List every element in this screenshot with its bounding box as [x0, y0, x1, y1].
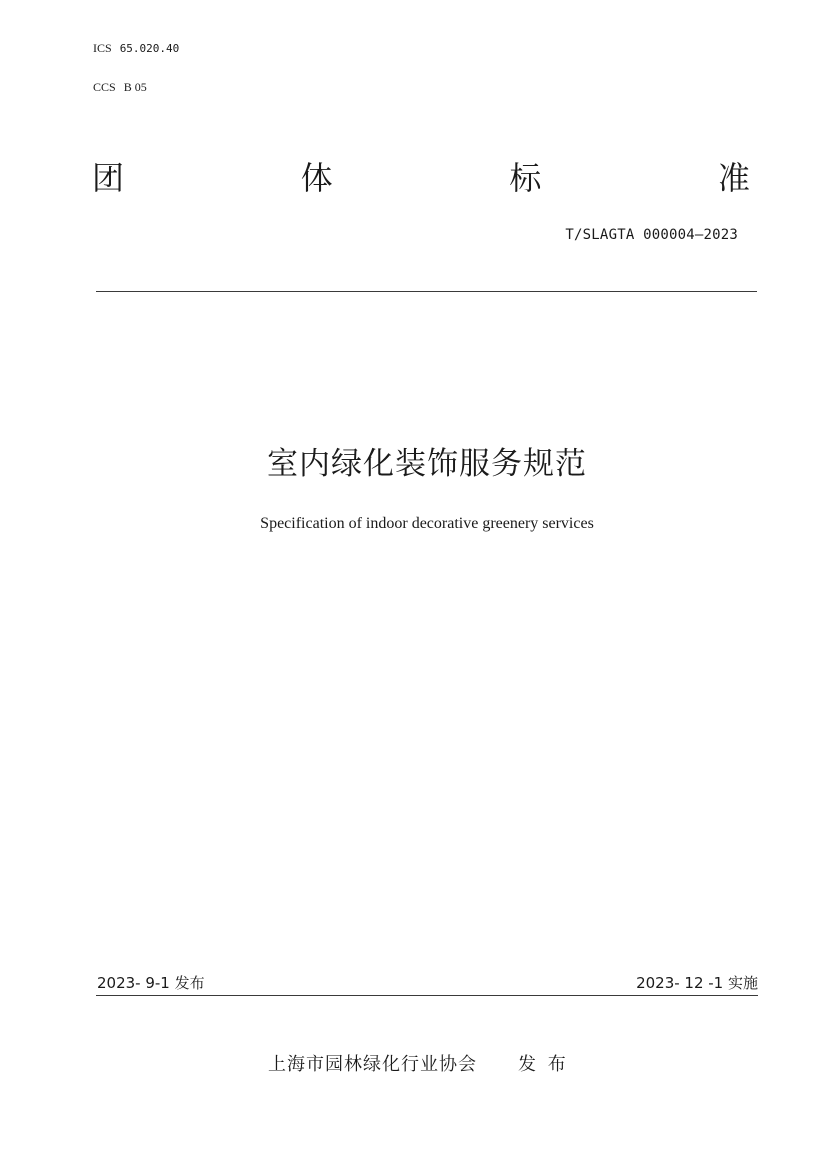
issue-date: 2023- 9-1 发布	[97, 974, 205, 992]
ics-label: ICS	[93, 41, 112, 55]
standard-type-char: 体	[300, 159, 333, 197]
standard-type-heading	[92, 160, 750, 196]
issuing-action: 发 布	[518, 1054, 566, 1075]
standard-type-char: 准	[717, 159, 750, 197]
ccs-code: B 05	[123, 80, 147, 94]
standard-type-char: 标	[509, 159, 542, 197]
header-divider	[96, 291, 757, 292]
document-title-chinese: 室内绿化装饰服务规范	[267, 446, 587, 482]
ccs-label: CCS	[93, 80, 116, 94]
standard-type-char: 团	[92, 159, 125, 197]
ics-code: 65.020.40	[119, 42, 180, 55]
standard-number: T/SLAGTA 000004—2023	[565, 227, 738, 243]
footer-divider	[96, 995, 758, 996]
implementation-date: 2023- 12 -1 实施	[636, 974, 758, 992]
ccs-classification	[93, 80, 147, 94]
document-title-english: Specification of indoor decorative greenery services	[260, 515, 594, 532]
issuing-organization: 上海市园林绿化行业协会	[268, 1054, 477, 1075]
ics-classification	[93, 41, 179, 56]
